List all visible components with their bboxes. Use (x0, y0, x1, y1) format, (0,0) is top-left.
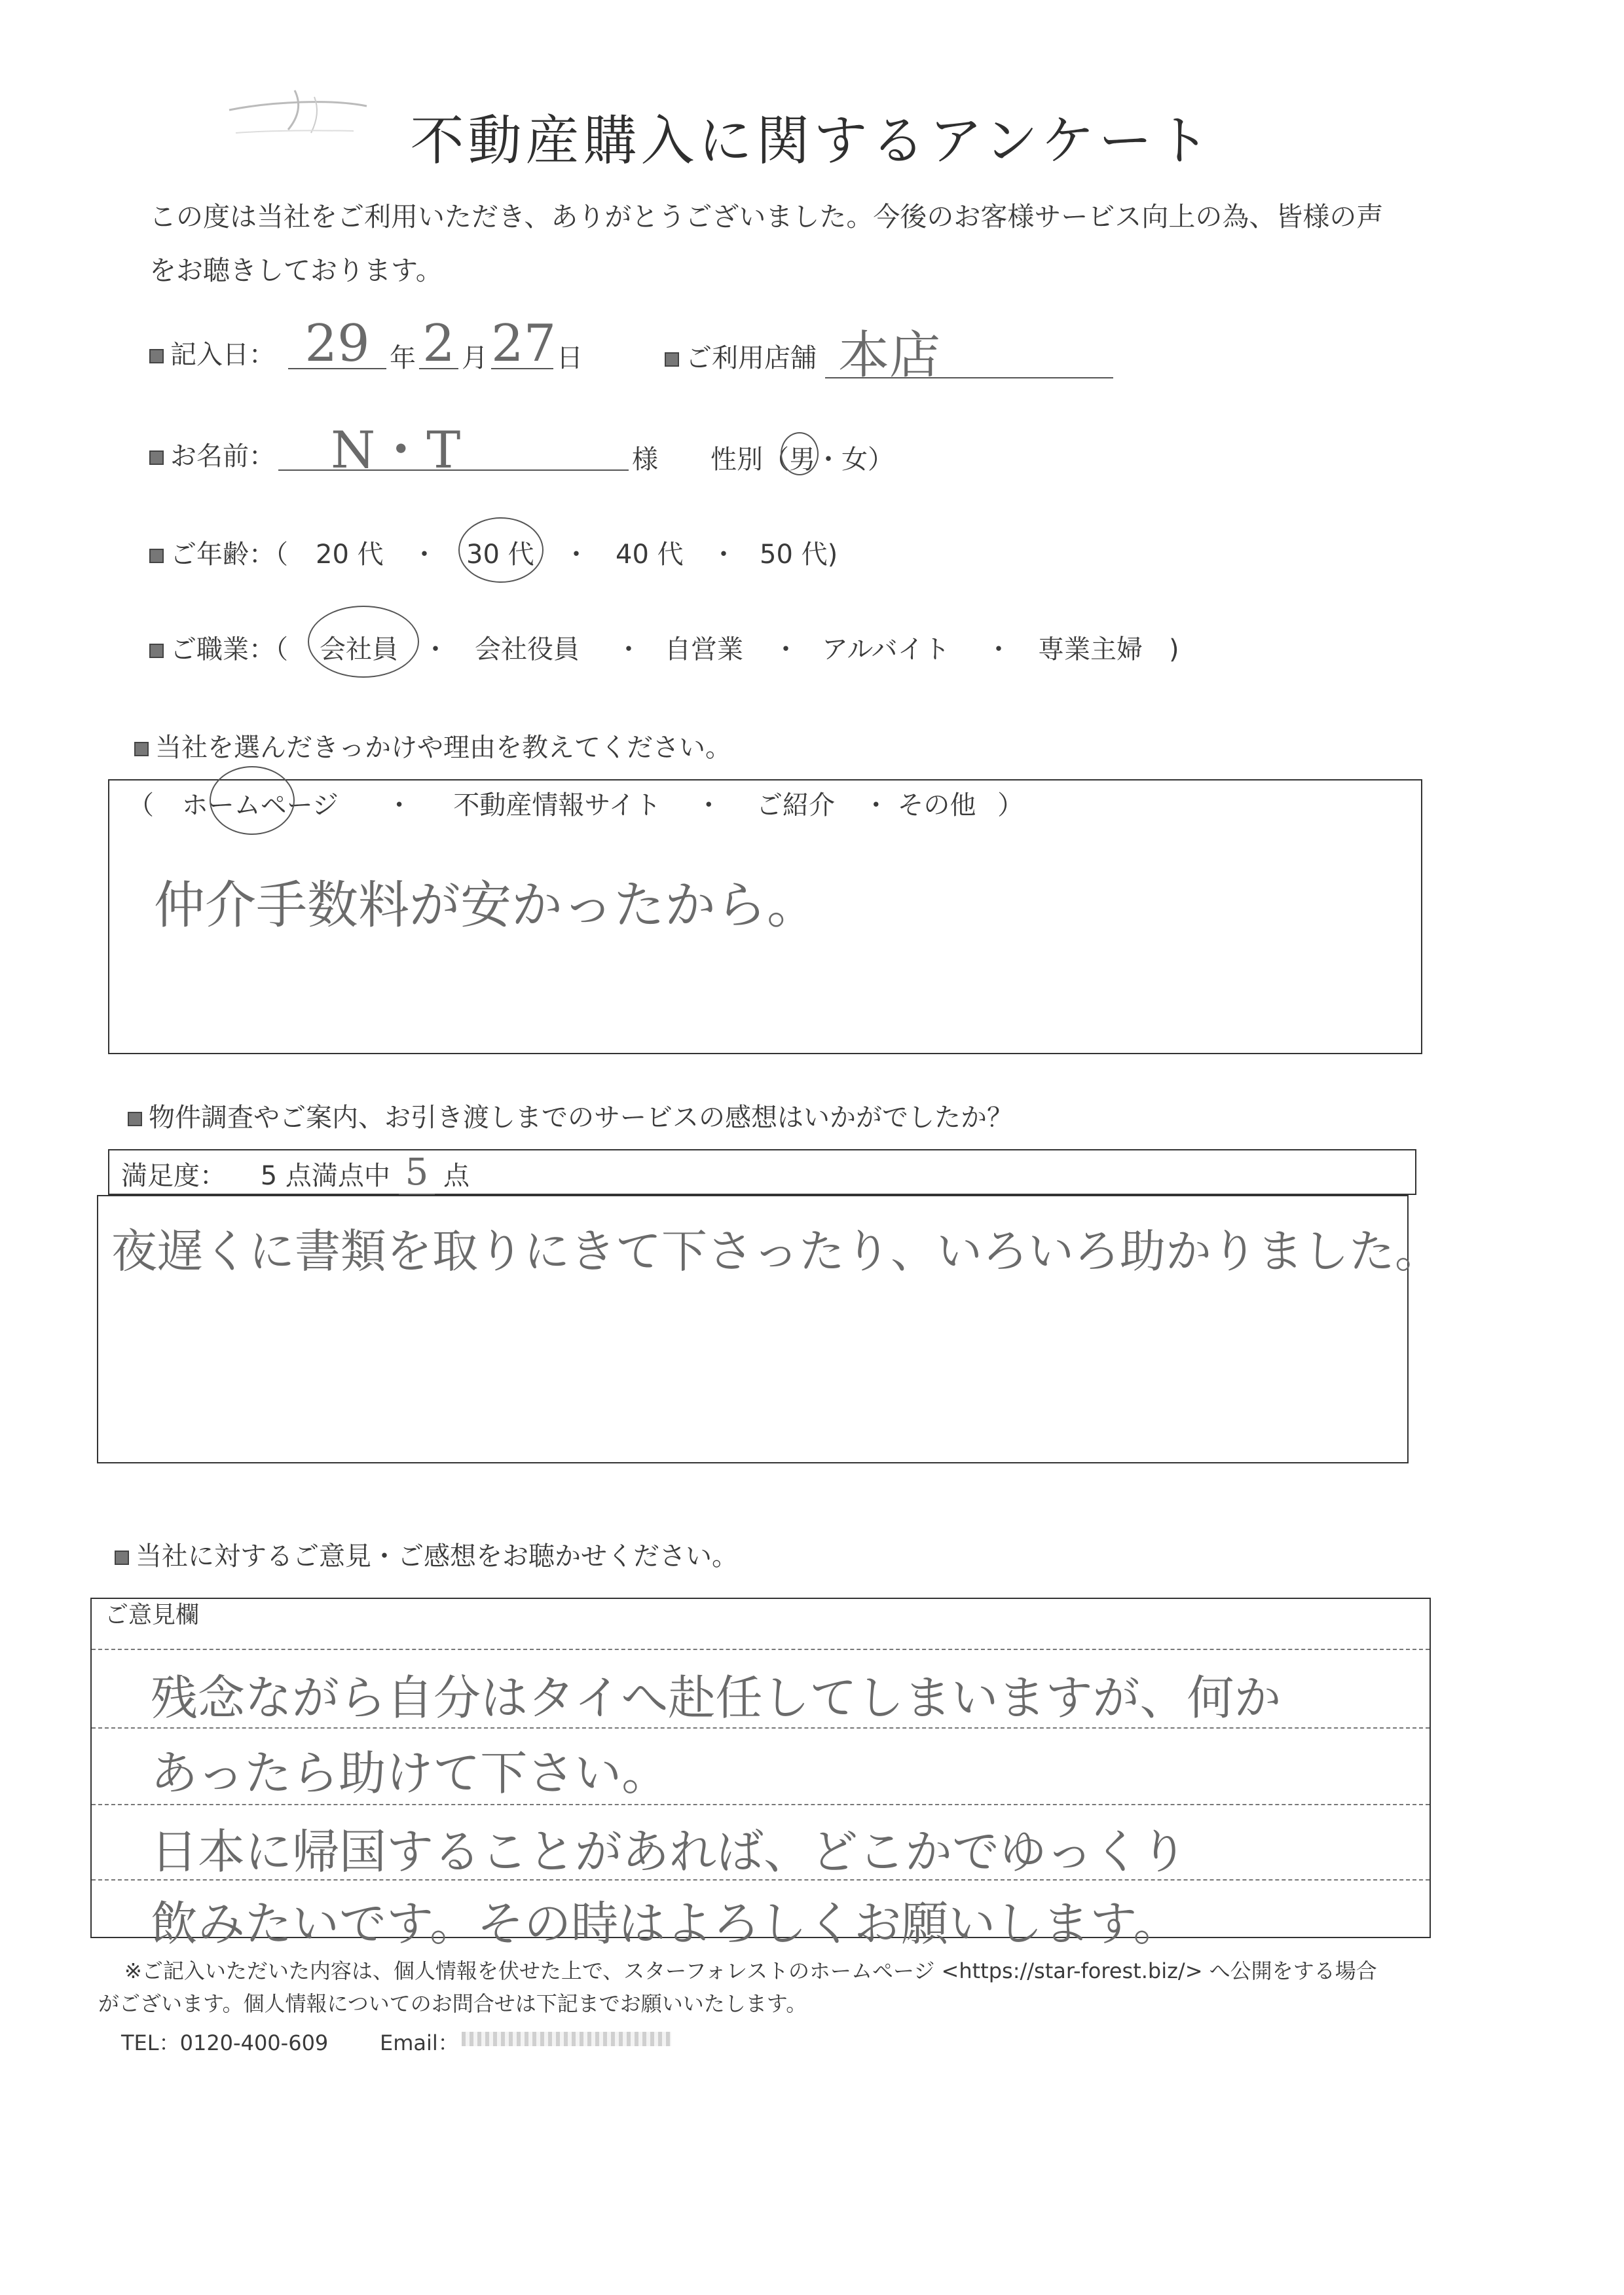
q1-selected-circle (210, 766, 295, 835)
store-value: 本店 (838, 326, 941, 385)
name-label-wrap (149, 435, 275, 473)
q3-heading: 当社に対するご意見・ご感想をお聴かせください。 (136, 1541, 738, 1571)
q1-close-paren: ） (997, 790, 1024, 820)
q2-satisfaction-row (121, 1151, 470, 1194)
occupation-selected-circle (308, 606, 419, 678)
date-row (149, 334, 275, 371)
q3-answer-line-1: 残念ながら自分はタイへ赴任してしまいますが、何か (151, 1670, 1282, 1725)
name-value: N・T (331, 421, 461, 480)
gender-label: 性別（ (710, 445, 789, 475)
occupation-label: ご職業：（ (170, 634, 288, 665)
date-year-value: 29 (304, 314, 370, 373)
bullet-icon (134, 742, 149, 756)
store-label-wrap (665, 337, 817, 375)
age-dot: ・ (563, 540, 589, 570)
age-label-wrap (149, 534, 288, 571)
intro-text (149, 190, 1472, 297)
occupation-option-employee[interactable]: 会社員 (320, 634, 398, 665)
occupation-option-part-time[interactable]: アルバイト (822, 634, 950, 665)
day-unit: 日 (557, 343, 583, 373)
bullet-icon (128, 1112, 142, 1126)
bullet-icon (665, 352, 679, 367)
q1-option-referral[interactable]: ご紹介 (756, 790, 835, 820)
age-label: ご年齢：（ (170, 540, 288, 570)
q1-answer-text: 仲介手数料が安かったから。 (154, 876, 819, 935)
q3-ruled-line (92, 1804, 1430, 1805)
occupation-dot: ・ (616, 634, 642, 665)
gender-male-circle (781, 432, 819, 475)
date-month-value: 2 (422, 314, 455, 373)
occupation-option-homemaker[interactable]: 専業主婦 ) (1038, 634, 1179, 665)
q2-satisfaction-label: 満足度： (121, 1161, 226, 1191)
bullet-icon (115, 1551, 129, 1565)
q1-dot: ・ (862, 790, 889, 820)
footer-email-label: Email： (380, 2030, 459, 2055)
q2-answer-text: 夜遅くに書類を取りにきて下さったり、いろいろ助かりました。 (111, 1224, 1441, 1278)
age-dot: ・ (710, 540, 737, 570)
age-option-30[interactable]: 30 代 (466, 540, 534, 570)
date-day-field[interactable] (491, 314, 557, 373)
q1-dot: ・ (386, 790, 413, 820)
q1-heading: 当社を選んだきっかけや理由を教えてください。 (155, 733, 731, 763)
q2-satisfaction-value[interactable]: 5 (399, 1151, 435, 1195)
gender-female[interactable]: 女） (841, 445, 894, 475)
occupation-option-executive[interactable]: 会社役員 (475, 634, 580, 665)
occupation-dot: ・ (986, 634, 1012, 665)
name-suffix: 様 (632, 445, 658, 475)
q3-ruled-line (92, 1649, 1430, 1650)
store-field[interactable] (825, 314, 1113, 385)
footer-note-line-1: ※ご記入いただいた内容は、個人情報を伏せた上で、スターフォレストのホームページ <https://star-forest.biz/> へ公開をする場合 (124, 1958, 1377, 1983)
gender-male[interactable]: 男 (789, 445, 815, 475)
month-unit: 月 (462, 343, 488, 373)
footer-tel: TEL：0120-400-609 (121, 2030, 329, 2055)
q3-answer-line-4: 飲みたいです。その時はよろしくお願いします。 (151, 1896, 1181, 1951)
name-field[interactable] (278, 409, 629, 480)
q3-heading-wrap (115, 1535, 738, 1573)
q1-option-other[interactable]: その他 (897, 790, 976, 820)
age-option-40[interactable]: 40 代 (616, 540, 684, 570)
age-option-50[interactable]: 50 代) (760, 540, 838, 570)
year-unit: 年 (390, 343, 416, 373)
store-label: ご利用店舗 (686, 343, 817, 373)
date-day-value: 27 (491, 314, 557, 373)
q1-option-homepage[interactable]: ホームページ (181, 790, 339, 820)
bullet-icon (149, 644, 164, 658)
q2-satisfaction-suffix: 点 (443, 1161, 470, 1191)
bullet-icon (149, 450, 164, 465)
occupation-dot: ・ (422, 634, 449, 665)
q2-heading: 物件調査やご案内、お引き渡しまでのサービスの感想はいかがでしたか？ (149, 1103, 1013, 1133)
date-label: 記入日： (170, 340, 275, 370)
date-year-field[interactable] (288, 314, 386, 373)
occupation-dot: ・ (773, 634, 799, 665)
bullet-icon (149, 549, 164, 563)
occupation-label-wrap (149, 629, 288, 666)
q3-box-label: ご意見欄 (105, 1602, 200, 1628)
q3-answer-line-2: あったら助けて下さい。 (151, 1746, 669, 1801)
footer-note-line-2: がございます。個人情報についてのお問合せは下記までお願いいたします。 (98, 1991, 807, 2016)
q2-heading-wrap (128, 1097, 1013, 1134)
q1-option-portal[interactable]: 不動産情報サイト (453, 790, 661, 820)
name-label: お名前： (170, 441, 275, 471)
q1-heading-wrap (134, 727, 731, 764)
age-selected-circle (458, 517, 544, 583)
q3-answer-line-3: 日本に帰国することがあれば、どこかでゆっくり (151, 1824, 1188, 1879)
intro-line-2: をお聴きしております。 (149, 255, 443, 286)
intro-line-1: この度は当社をご利用いただき、ありがとうございました。今後のお客様サービス向上の為、皆様の声 (149, 201, 1384, 232)
age-option-20[interactable]: 20 代 (316, 540, 384, 570)
page-title: 不動産購入に関するアンケート (410, 110, 1214, 172)
date-month-field[interactable] (419, 314, 458, 373)
q1-open-paren: （ (128, 790, 154, 820)
age-dot: ・ (411, 540, 437, 570)
footer-email-redacted (462, 2032, 671, 2046)
q2-satisfaction-prefix: 5 点満点中 (260, 1161, 390, 1191)
bullet-icon (149, 349, 164, 363)
q1-dot: ・ (695, 790, 722, 820)
occupation-option-self-employed[interactable]: 自営業 (665, 634, 743, 665)
gender-sep: ・ (815, 445, 841, 475)
